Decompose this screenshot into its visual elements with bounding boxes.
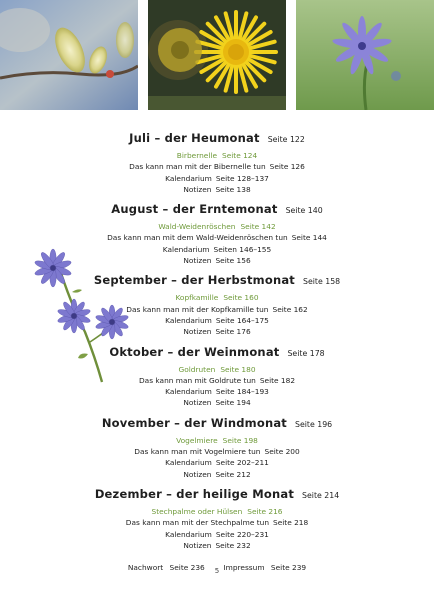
line-text: Notizen [183,540,212,550]
line-text: Kalendarium [165,173,212,183]
plant-entry [0,150,434,161]
month-page: Seite 178 [287,348,325,358]
toc-line [0,446,434,457]
nachwort-page: Seite 236 [169,563,205,573]
month-title: Oktober – der Weinmonat [109,344,280,359]
plant-name: Stechpalme oder Hülsen [151,506,243,516]
toc-line [0,386,434,397]
toc-line [0,397,434,408]
toc-line [0,184,434,195]
toc-line [0,529,434,540]
line-text: Notizen [183,327,212,337]
month-heading [0,416,434,432]
plant-page: Seite 124 [222,151,258,160]
month-page: Seite 140 [285,206,323,216]
line-text: Notizen [183,398,212,408]
line-page: Seite 176 [215,327,251,337]
line-text: Das kann man mit Vogelmiere tun [134,447,261,457]
line-text: Notizen [183,184,212,194]
toc-line [0,232,434,243]
toc-line [0,244,434,255]
toc-line [0,469,434,480]
plant-name: Birbernelle [176,151,217,160]
plant-name: Wald-Weidenröschen [158,222,236,232]
line-page: Seite 156 [215,256,251,266]
plant-page: Seite 198 [222,435,258,445]
toc-line [0,375,434,386]
month-page: Seite 158 [303,277,341,287]
toc-line [0,173,434,184]
nachwort-label: Nachwort [127,563,164,573]
toc-line [0,161,434,172]
line-page: Seite 200 [264,447,300,457]
toc-line [0,304,434,315]
month-section-oktober [0,345,434,409]
month-section-november [0,416,434,480]
line-page: Seite 218 [273,518,309,528]
month-page: Seite 214 [302,490,340,500]
month-heading [0,487,434,503]
month-heading [0,131,434,147]
line-text: Kalendarium [165,315,212,325]
impressum-label: Impressum [223,563,265,573]
line-page: Seite 162 [272,304,308,314]
toc-line [0,540,434,551]
line-text: Das kann man mit der Bibernelle tun [129,162,266,172]
line-page: Seite 184–193 [215,387,269,397]
toc-line [0,255,434,266]
line-page: Seite 182 [259,375,296,385]
line-text: Das kann man mit der Stechpalme tun [125,518,270,528]
photo-strip [0,0,434,110]
month-title: November – der Windmonat [101,415,287,430]
coltsfoot-flower-photo [148,0,286,110]
line-text: Kalendarium [165,529,212,539]
month-title: August – der Erntemonat [111,202,278,217]
month-title: Dezember – der heilige Monat [94,486,295,501]
line-text: Das kann man mit Goldrute tun [138,375,256,385]
line-page: Seite 212 [215,469,251,479]
plant-name: Kopfkamille [175,293,219,303]
plant-entry [0,221,434,232]
line-page: Seite 164–175 [215,315,269,325]
line-page: Seiten 146–155 [213,244,272,254]
month-heading [0,202,434,218]
line-text: Notizen [183,256,212,266]
toc-line [0,517,434,528]
line-text: Kalendarium [165,387,212,397]
line-text: Das kann man mit dem Wald-Weidenröschen tun [107,233,288,243]
month-page: Seite 122 [267,135,305,144]
line-page: Seite 194 [215,398,251,408]
plant-entry [0,435,434,446]
line-page: Seite 126 [269,162,305,172]
plant-name: Vogelmiere [176,435,218,445]
toc-line [0,326,434,337]
plant-page: Seite 180 [220,364,256,374]
line-page: Seite 220–231 [215,529,269,539]
toc-line [0,315,434,326]
month-section-september [0,273,434,337]
month-section-juli [0,131,434,195]
chicory-flower-photo [296,0,434,110]
month-section-august [0,202,434,266]
plant-entry [0,506,434,517]
table-of-contents [0,131,434,572]
line-page: Seite 202–211 [215,458,269,468]
plant-page: Seite 160 [223,293,259,303]
month-section-dezember [0,487,434,551]
line-text: Kalendarium [165,458,212,468]
month-heading [0,273,434,289]
willow-catkins-photo [0,0,138,110]
line-text: Das kann man mit der Kopfkamille tun [126,304,269,314]
plant-page: Seite 142 [240,222,276,232]
month-heading [0,345,434,361]
month-page: Seite 196 [295,419,333,429]
line-page: Seite 128–137 [215,173,269,183]
line-text: Notizen [183,469,212,479]
impressum-page: Seite 239 [270,563,307,573]
plant-entry [0,364,434,375]
page-number: 5 [214,567,220,575]
plant-page: Seite 216 [247,506,283,516]
plant-name: Goldruten [178,364,216,374]
month-title: Juli – der Heumonat [129,131,260,145]
plant-entry [0,292,434,303]
line-text: Kalendarium [162,244,210,254]
line-page: Seite 232 [215,540,251,550]
month-title: September – der Herbstmonat [93,273,296,288]
line-page: Seite 138 [215,184,251,194]
line-page: Seite 144 [291,233,327,243]
toc-line [0,457,434,468]
